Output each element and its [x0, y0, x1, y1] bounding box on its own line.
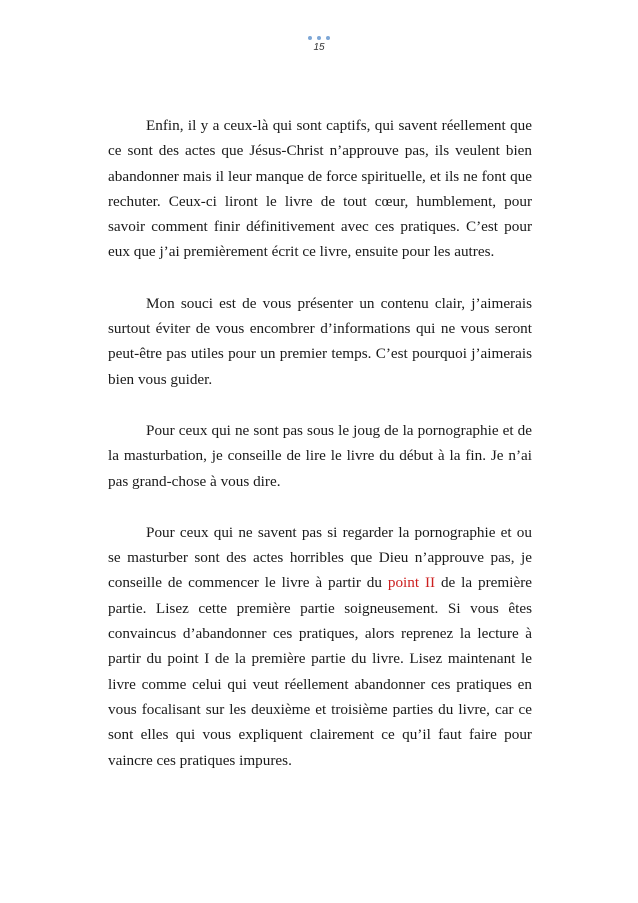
- paragraph-4: [108, 520, 532, 773]
- dot: [308, 36, 312, 40]
- page-number: 15: [313, 42, 325, 53]
- paragraph-1: Enfin, il y a ceux-là qui sont captifs, qui savent réellement que ce sont des actes que Jésus-Christ n’approuve pas, ils veulent bien abandonner mais il leur manque de force spirituelle, et ils ne font que rechuter. Ceux-ci liront le livre de tout cœur, humblement, pour savoir comment finir définitivement avec ces pratiques. C’est pour eux que j’ai premièrement écrit ce livre, ensuite pour les autres.: [108, 117, 532, 261]
- point-ii-reference: point II: [387, 574, 436, 592]
- dot: [326, 36, 330, 40]
- body-text: [108, 113, 532, 799]
- dot: [317, 36, 321, 40]
- page-header: [0, 36, 638, 54]
- paragraph-3: Pour ceux qui ne sont pas sous le joug de la pornographie et de la masturbation, je conseille de lire le livre du début à la fin. Je n’ai pas grand-chose à vous dire.: [108, 421, 532, 490]
- paragraph-4-end: de la première partie. Lisez cette première partie soigneusement. Si vous êtes convaincus d’abandonner ces pratiques, alors reprenez la lecture à partir du point I de la première partie du livre. Lisez maintenant le livre comme celui qui veut réellement abandonner ces pratiques en vous focalisant sur les deuxième et troisième parties du livre, car ce sont elles qui vous expliquent clairement ce qu’il faut faire pour vaincre ces pratiques impures.: [108, 574, 532, 769]
- paragraph-2: Mon souci est de vous présenter un contenu clair, j’aimerais surtout éviter de vous encombrer d’informations qui ne vous seront peut-être pas utiles pour un premier temps. C’est pourquoi j’aimerais bien vous guider.: [108, 294, 532, 388]
- paragraph-4-start: Pour ceux qui ne savent pas si regarder la pornographie et ou se masturber sont des actes horribles que Dieu n’approuve pas, je conseille de commencer le livre à partir du: [108, 523, 532, 592]
